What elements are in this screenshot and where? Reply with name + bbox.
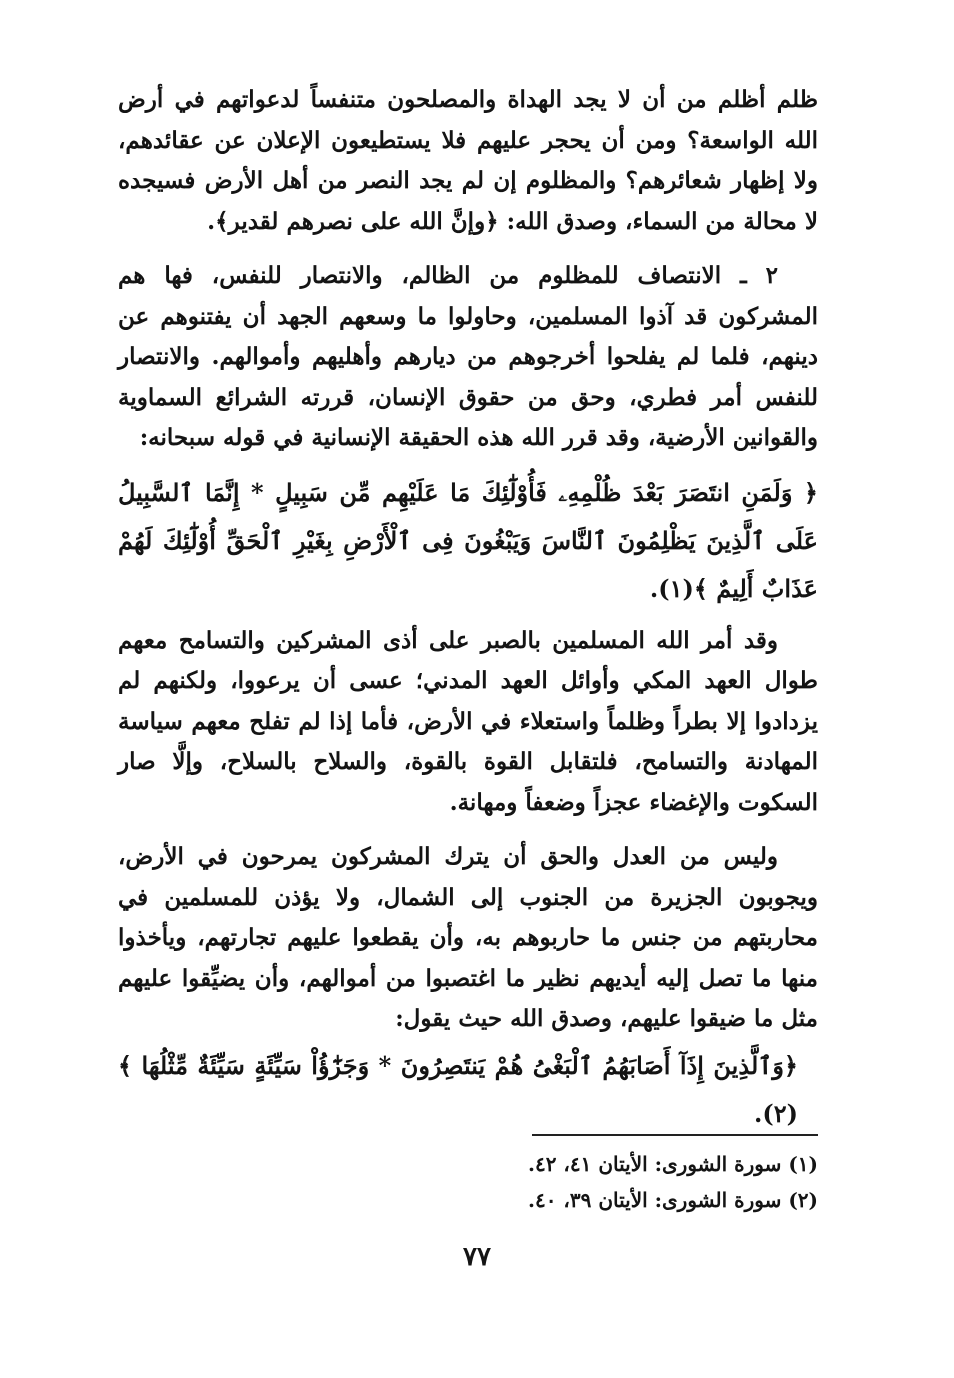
paragraph-1: ظلم أظلم من أن لا يجد الهداة والمصلحون متنفساً لدعواتهم في أرض الله الواسعة؟ ومن أن يحجر عليهم فلا يستطيعون الإعلان عن عقائدهم، ولا إظهار شعائرهم؟ والمظلوم إن لم يجد النصر من أهل الأرض فسيجده لا محالة من السماء، وصدق الله: ﴿وإنَّ الله على نصرهم لقدير﴾. (118, 86, 818, 235)
page-number: ٧٧ (463, 1242, 491, 1272)
paragraph-2: ٢ ـ الانتصاف للمظلوم من الظالم، والانتصار للنفس، فها هم المشركون قد آذوا المسلمين، وحاولوا ما وسعهم الجهد أن يفتنوهم عن دينهم، فلما لم يفلحوا أخرجوهم من ديارهم وأهليهم وأموالهم. والانتصار للنفس أمر فطري، وحق من حقوق الإنسان، قررته الشرائع السماوية والقوانين الأرضية، وقد قرر الله هذه الحقيقة الإنسانية في قوله سبحانه: (118, 262, 818, 451)
quran-verse-2: ﴿وَٱلَّذِينَ إِذَآ أَصَابَهُمُ ٱلْبَغْىُ هُمْ يَنتَصِرُونَ * وَجَزَٰٓؤُاْ سَيِّئَةٍ سَيِّئَةٌ مِّثْلُهَا ﴾(٢). (118, 1050, 798, 1128)
main-text (118, 80, 818, 1138)
quran-verse-1: ﴿ وَلَمَنِ انتَصَرَ بَعْدَ ظُلْمِهِۦ فَأُوْلَٰٓئِكَ مَا عَلَيْهِم مِّن سَبِيلٍ * إِنَّمَا ٱلسَّبِيلُ عَلَى ٱلَّذِينَ يَظْلِمُونَ ٱلنَّاسَ وَيَبْغُونَ فِى ٱلْأَرْضِ بِغَيْرِ ٱلْحَقِّ أُوْلَٰٓئِكَ لَهُمْ عَذَابٌ أَلِيمٌ ﴾(١). (118, 477, 818, 603)
footnote-divider (532, 1134, 818, 1136)
footnote-2: (٢) سورة الشورى: الأيتان ٣٩، ٤٠. (528, 1188, 818, 1212)
paragraph-4: وليس من العدل والحق أن يترك المشركون يمرحون في الأرض، ويجوبون الجزيرة من الجنوب إلى الشمال، ولا يؤذن للمسلمين في محاربتهم من جنس ما حاربوهم به، وأن يقطعوا عليهم تجارتهم، ويأخذوا منها ما تصل إليه أيديهم نظير ما اغتصبوا من أموالهم، وأن يضيِّقوا عليهم مثل ما ضيقوا عليهم، وصدق الله حيث يقول: (118, 843, 818, 1032)
footnote-1: (١) سورة الشورى: الأيتان ٤١، ٤٢. (528, 1152, 818, 1176)
footnotes (118, 1146, 818, 1218)
paragraph-3: وقد أمر الله المسلمين بالصبر على أذى المشركين والتسامح معهم طوال العهد المكي وأوائل العهد المدني؛ عسى أن يرعووا، ولكنهم لم يزدادوا إلا بطراً وظلماً واستعلاء في الأرض، فأما إذا لم تفلح معهم سياسة المهادنة والتسامح، فلتقابل القوة بالقوة، والسلاح بالسلاح، وإلَّا صار السكوت والإغضاء عجزاً وضعفاً ومهانة. (118, 626, 818, 816)
